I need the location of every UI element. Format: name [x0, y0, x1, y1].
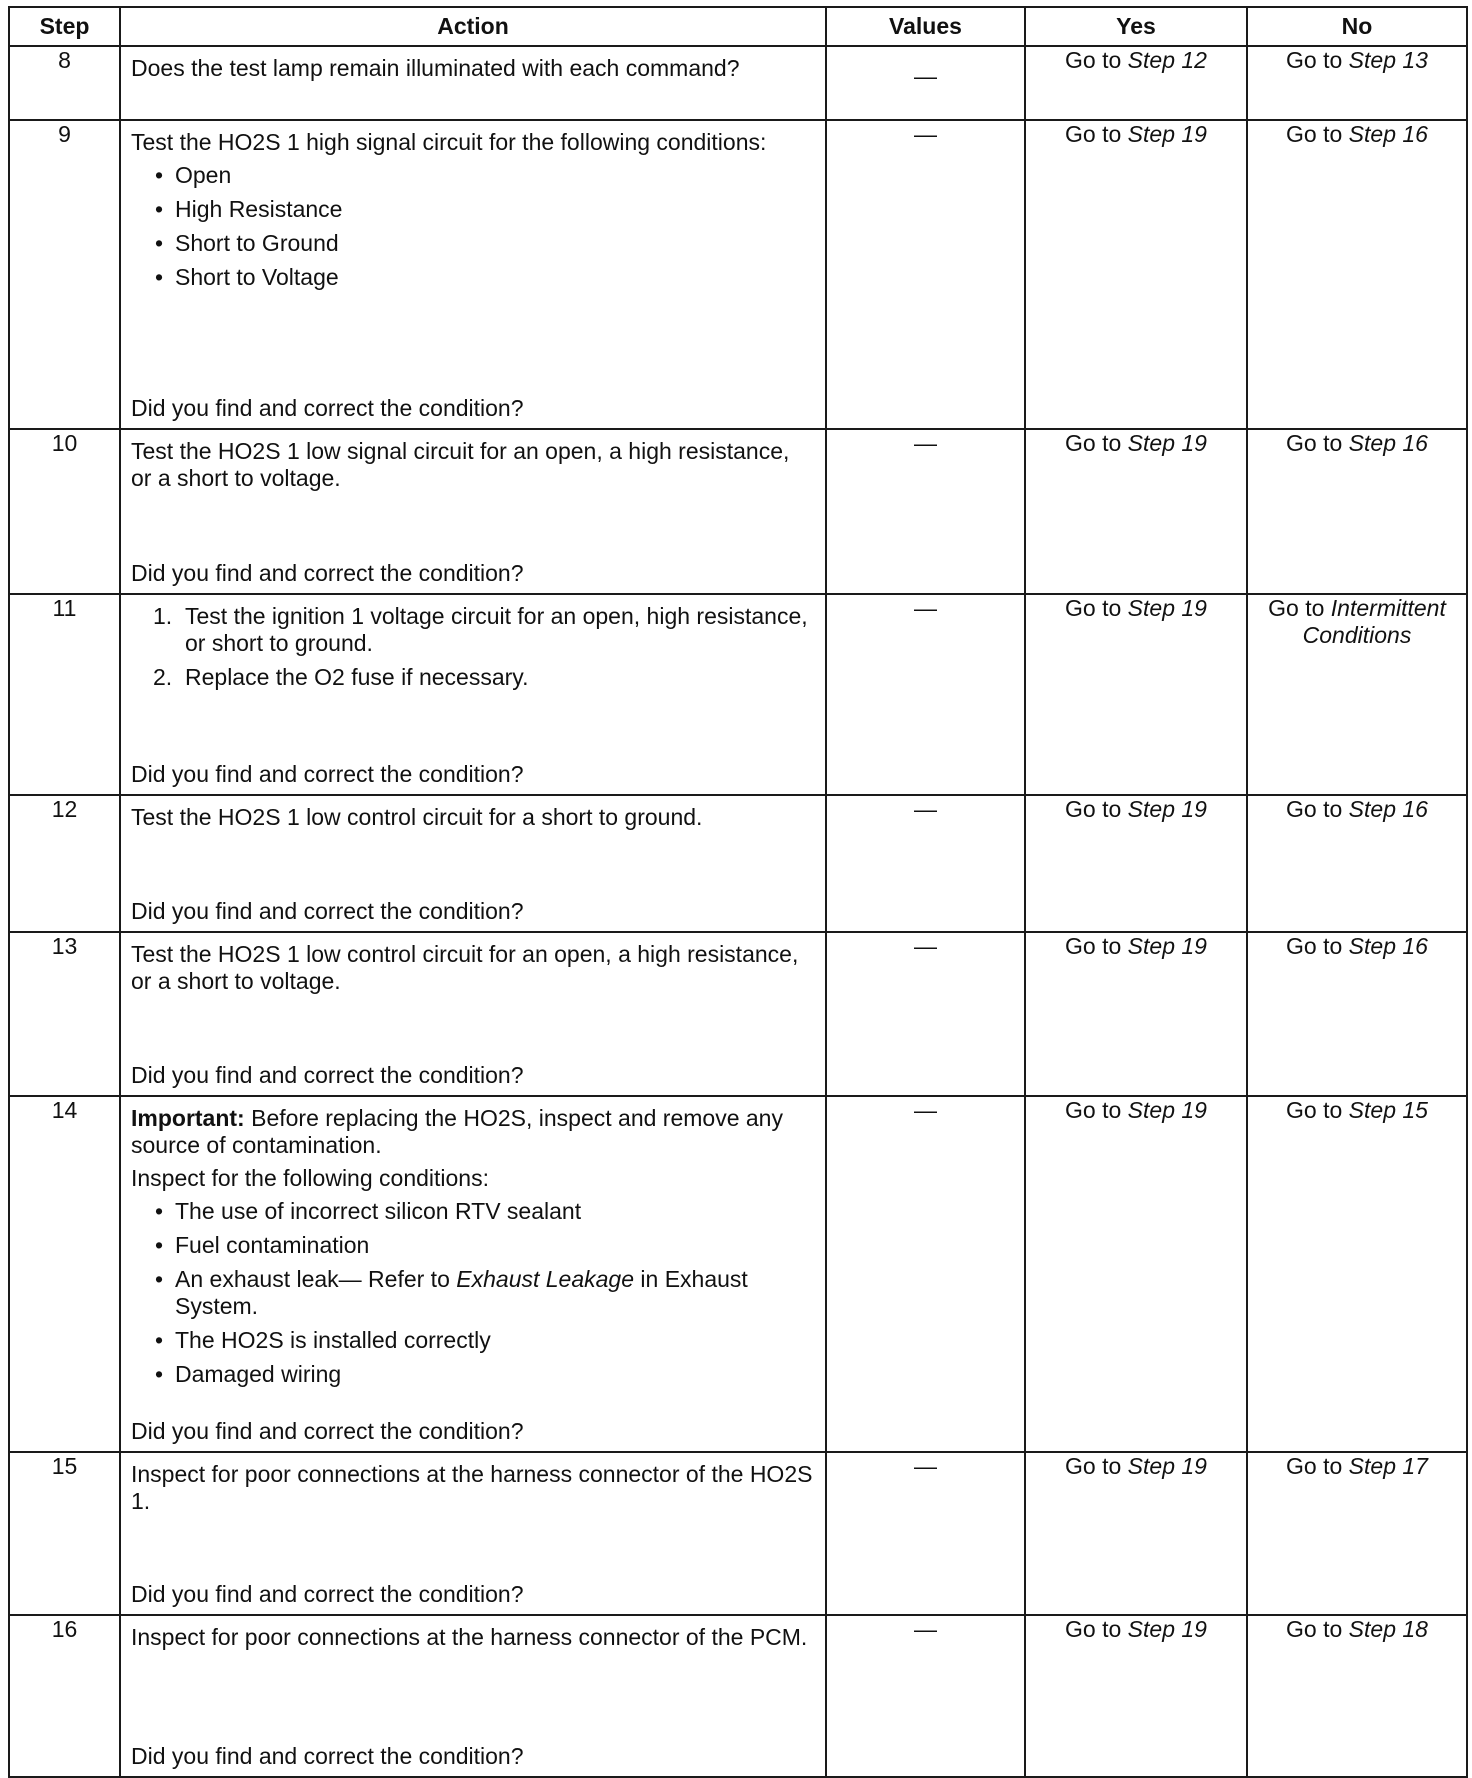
step-number: 14 — [9, 1096, 120, 1452]
substep-list — [131, 603, 815, 691]
step-number: 11 — [9, 594, 120, 795]
no-cell — [1247, 120, 1467, 429]
no-step-link[interactable]: Step 13 — [1348, 47, 1428, 73]
action-text: Does the test lamp remain illuminated with each command? — [131, 55, 740, 81]
yes-step-link[interactable]: Step 19 — [1127, 595, 1207, 621]
step-number: 12 — [9, 795, 120, 932]
yes-cell — [1025, 1096, 1247, 1452]
important-note — [131, 1105, 815, 1192]
no-step-link[interactable]: Step 16 — [1348, 430, 1428, 456]
yes-cell — [1025, 46, 1247, 120]
values-cell: — — [826, 932, 1025, 1096]
yes-step-link[interactable]: Step 19 — [1127, 1616, 1207, 1642]
question-text: Did you find and correct the condition? — [131, 1743, 524, 1769]
values-cell: — — [826, 594, 1025, 795]
yes-cell — [1025, 932, 1247, 1096]
go-to-label: Go to — [1286, 1097, 1343, 1123]
go-to-label: Go to — [1065, 1453, 1122, 1479]
values-cell: — — [826, 120, 1025, 429]
no-cell — [1247, 795, 1467, 932]
go-to-label: Go to — [1286, 47, 1343, 73]
values-cell: — — [826, 1615, 1025, 1777]
table-row — [9, 120, 1467, 429]
list-item: 2. Replace the O2 fuse if necessary. — [153, 664, 529, 690]
action-cell — [120, 932, 826, 1096]
values-cell: — — [826, 1096, 1025, 1452]
action-cell — [120, 46, 826, 120]
go-to-label: Go to — [1065, 47, 1122, 73]
values-cell: — — [826, 795, 1025, 932]
header-yes: Yes — [1025, 7, 1247, 46]
go-to-label: Go to — [1065, 796, 1122, 822]
action-cell — [120, 1096, 826, 1452]
diagnostic-table — [8, 6, 1468, 1778]
yes-step-link[interactable]: Step 19 — [1127, 796, 1207, 822]
header-action: Action — [120, 7, 826, 46]
go-to-label: Go to — [1065, 595, 1122, 621]
no-step-link[interactable]: Step 17 — [1348, 1453, 1428, 1479]
list-item: • Fuel contamination — [155, 1232, 370, 1258]
important-label: Important: — [131, 1105, 245, 1131]
step-number: 13 — [9, 932, 120, 1096]
question-text: Did you find and correct the condition? — [131, 761, 524, 787]
table-row — [9, 795, 1467, 932]
no-step-link[interactable]: Step 18 — [1348, 1616, 1428, 1642]
yes-cell — [1025, 1615, 1247, 1777]
yes-step-link[interactable]: Step 19 — [1127, 1453, 1207, 1479]
go-to-label: Go to — [1065, 121, 1122, 147]
action-cell — [120, 795, 826, 932]
list-item: 1. Test the ignition 1 voltage circuit for an open, high resistance, or short to ground. — [153, 603, 808, 656]
table-row — [9, 594, 1467, 795]
table-row — [9, 46, 1467, 120]
no-step-link[interactable]: Step 16 — [1348, 933, 1428, 959]
question-text: Did you find and correct the condition? — [131, 1581, 524, 1607]
action-cell — [120, 1452, 826, 1615]
yes-cell — [1025, 120, 1247, 429]
go-to-label: Go to — [1286, 796, 1343, 822]
list-item: • Short to Ground — [155, 230, 339, 256]
list-item: • Short to Voltage — [155, 264, 339, 290]
list-item: • Damaged wiring — [155, 1361, 342, 1387]
go-to-label: Go to — [1065, 1616, 1122, 1642]
action-cell — [120, 594, 826, 795]
go-to-label: Go to — [1268, 595, 1325, 621]
yes-step-link[interactable]: Step 19 — [1127, 121, 1207, 147]
exhaust-leakage-link[interactable]: Exhaust Leakage — [456, 1266, 635, 1292]
step-number: 9 — [9, 120, 120, 429]
action-text: Inspect for poor connections at the harness connector of the PCM. — [131, 1624, 808, 1650]
no-step-link[interactable]: Step 15 — [1348, 1097, 1428, 1123]
yes-cell — [1025, 429, 1247, 594]
action-text: Test the HO2S 1 low signal circuit for an open, a high resistance, or a short to voltage. — [131, 438, 790, 491]
table-row — [9, 932, 1467, 1096]
go-to-label: Go to — [1286, 1453, 1343, 1479]
action-cell — [120, 120, 826, 429]
step-number: 8 — [9, 46, 120, 120]
header-step: Step — [9, 7, 120, 46]
inspect-intro: Inspect for the following conditions: — [131, 1165, 489, 1191]
yes-step-link[interactable]: Step 19 — [1127, 430, 1207, 456]
important-text: Before replacing the HO2S, inspect and remove any source of contamination. — [131, 1105, 783, 1158]
table-row — [9, 1452, 1467, 1615]
yes-cell — [1025, 795, 1247, 932]
question-text: Did you find and correct the condition? — [131, 1418, 524, 1444]
action-text: Test the HO2S 1 low control circuit for a short to ground. — [131, 804, 703, 830]
no-cell — [1247, 1615, 1467, 1777]
header-values: Values — [826, 7, 1025, 46]
no-cell — [1247, 429, 1467, 594]
yes-step-link[interactable]: Step 12 — [1127, 47, 1207, 73]
yes-step-link[interactable]: Step 19 — [1127, 1097, 1207, 1123]
header-no: No — [1247, 7, 1467, 46]
list-item: • An exhaust leak— Refer to Exhaust Leakage in Exhaust System. — [155, 1266, 748, 1319]
go-to-label: Go to — [1065, 430, 1122, 456]
question-text: Did you find and correct the condition? — [131, 395, 524, 421]
no-cell — [1247, 1096, 1467, 1452]
values-cell: — — [826, 1452, 1025, 1615]
question-text: Did you find and correct the condition? — [131, 560, 524, 586]
step-number: 16 — [9, 1615, 120, 1777]
no-step-link[interactable]: Step 16 — [1348, 796, 1428, 822]
table-row — [9, 1615, 1467, 1777]
no-cell — [1247, 932, 1467, 1096]
values-cell: — — [826, 46, 1025, 120]
no-step-link[interactable]: Step 16 — [1348, 121, 1428, 147]
action-text: Inspect for poor connections at the harness connector of the HO2S 1. — [131, 1461, 813, 1514]
yes-cell — [1025, 1452, 1247, 1615]
no-cell — [1247, 594, 1467, 795]
list-item: • High Resistance — [155, 196, 343, 222]
no-step-link[interactable]: Intermittent Conditions — [1302, 595, 1446, 648]
go-to-label: Go to — [1286, 121, 1343, 147]
go-to-label: Go to — [1286, 933, 1343, 959]
go-to-label: Go to — [1065, 1097, 1122, 1123]
step-number: 15 — [9, 1452, 120, 1615]
no-cell — [1247, 1452, 1467, 1615]
go-to-label: Go to — [1065, 933, 1122, 959]
question-text: Did you find and correct the condition? — [131, 1062, 524, 1088]
condition-list — [131, 162, 815, 291]
yes-step-link[interactable]: Step 19 — [1127, 933, 1207, 959]
condition-list — [131, 1198, 815, 1388]
no-cell — [1247, 46, 1467, 120]
list-item: • The use of incorrect silicon RTV sealant — [155, 1198, 582, 1224]
values-cell: — — [826, 429, 1025, 594]
question-text: Did you find and correct the condition? — [131, 898, 524, 924]
go-to-label: Go to — [1286, 430, 1343, 456]
yes-cell — [1025, 594, 1247, 795]
step-number: 10 — [9, 429, 120, 594]
list-item: • The HO2S is installed correctly — [155, 1327, 491, 1353]
table-row — [9, 1096, 1467, 1452]
action-cell — [120, 429, 826, 594]
go-to-label: Go to — [1286, 1616, 1343, 1642]
table-row — [9, 429, 1467, 594]
action-text: Test the HO2S 1 high signal circuit for the following conditions: — [131, 129, 767, 155]
list-item: • Open — [155, 162, 232, 188]
header-row — [9, 7, 1467, 46]
action-cell — [120, 1615, 826, 1777]
action-text: Test the HO2S 1 low control circuit for an open, a high resistance, or a short to voltage. — [131, 941, 799, 994]
